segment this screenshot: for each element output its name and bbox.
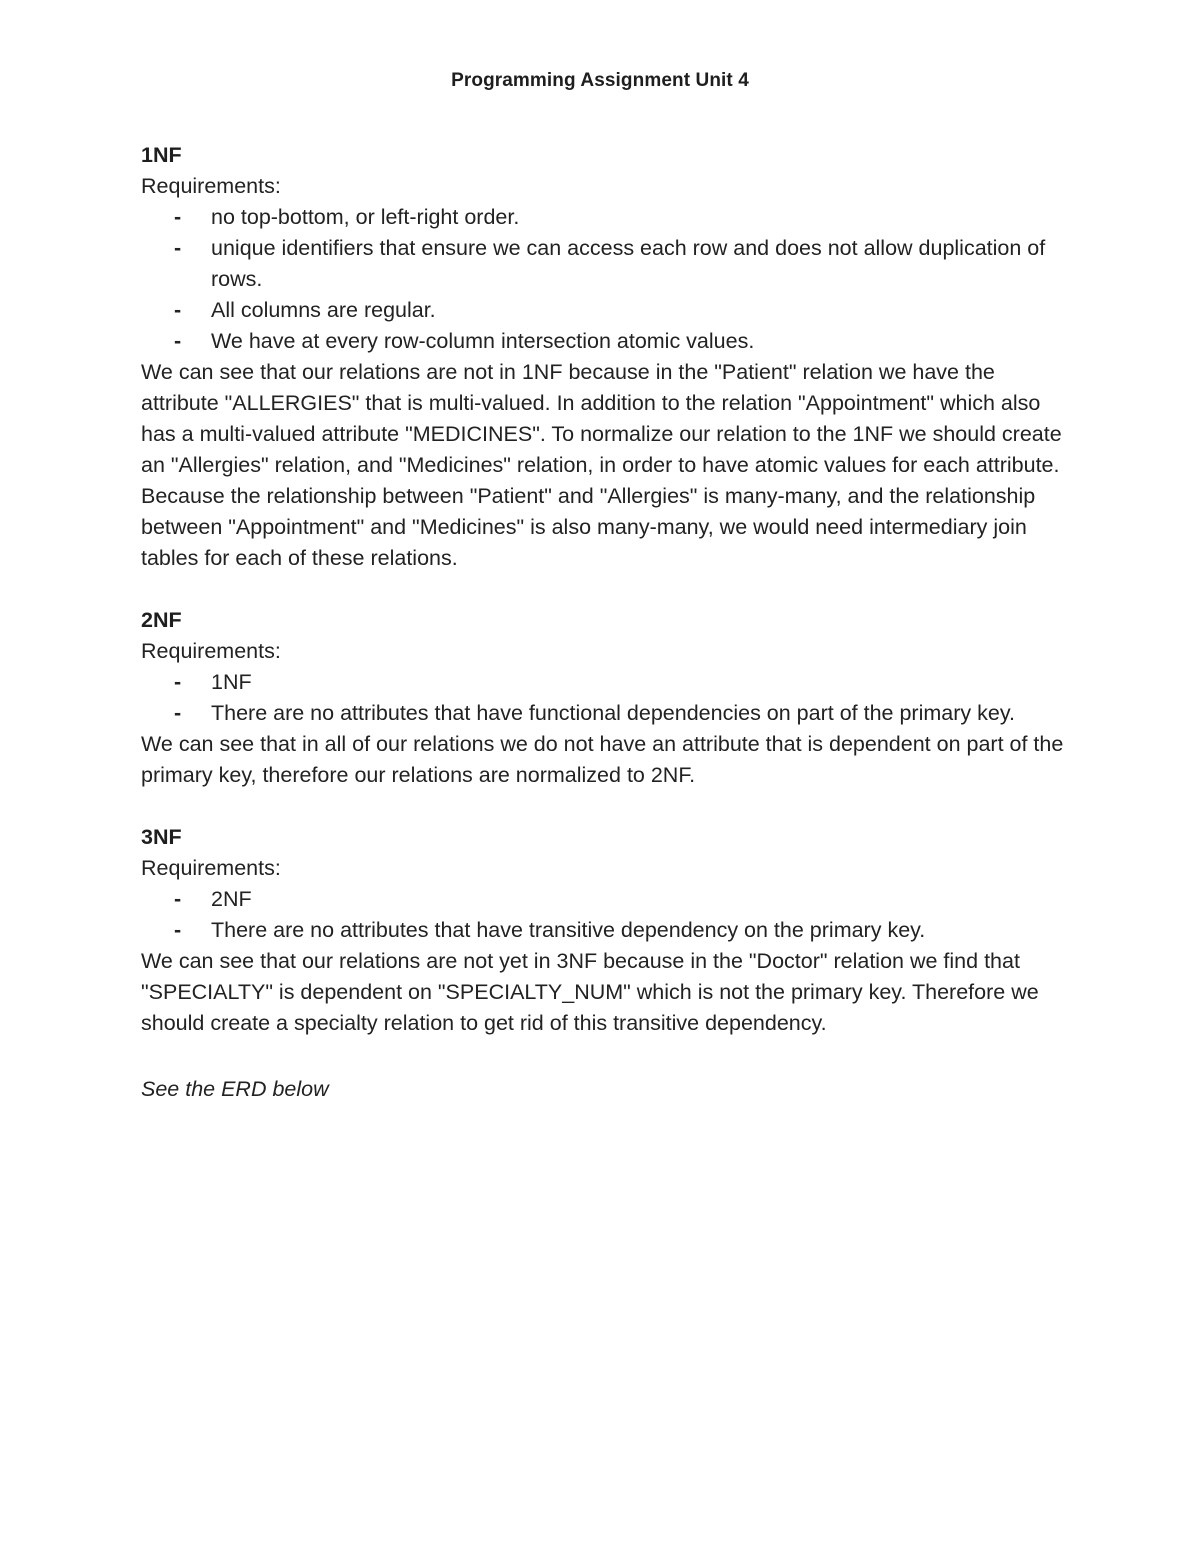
list-item: - 2NF: [141, 884, 1071, 915]
dash-bullet-icon: -: [174, 887, 182, 911]
requirements-list: [141, 884, 1071, 946]
dash-bullet-icon: -: [174, 329, 182, 353]
list-item: - unique identifiers that ensure we can access each row and does not allow duplication of rows.: [141, 233, 1071, 295]
requirements-label: Requirements:: [141, 639, 281, 663]
list-item: - no top-bottom, or left-right order.: [141, 202, 1071, 233]
closing-note: See the ERD below: [141, 1077, 329, 1101]
section-heading: 1NF: [141, 143, 182, 167]
paragraph: Because the relationship between "Patient" and "Allergies" is many-many, and the relationship between "Appointment" and "Medicines" is also many-many, we would need intermediary join tables for each of these relations.: [141, 484, 1036, 570]
section-heading: 2NF: [141, 608, 182, 632]
section-1nf: [141, 140, 1071, 574]
spacer: [141, 574, 1071, 605]
paragraph: We can see that our relations are not yet in 3NF because in the "Doctor" relation we find that "SPECIALTY" is dependent on "SPECIALTY_NUM" which is not the primary key. Therefore we should create a specialty relation to get rid of this transitive dependency.: [141, 949, 1039, 1035]
list-item: - All columns are regular.: [141, 295, 1071, 326]
requirements-list: [141, 202, 1071, 357]
section-2nf: [141, 605, 1071, 791]
list-item: - 1NF: [141, 667, 1071, 698]
dash-bullet-icon: -: [174, 236, 182, 260]
requirements-label: Requirements:: [141, 174, 281, 198]
section-heading: 3NF: [141, 825, 182, 849]
dash-bullet-icon: -: [174, 205, 182, 229]
list-item: - There are no attributes that have transitive dependency on the primary key.: [141, 915, 1071, 946]
list-item: - There are no attributes that have functional dependencies on part of the primary key.: [141, 698, 1071, 729]
document-title: Programming Assignment Unit 4: [451, 70, 749, 91]
dash-bullet-icon: -: [174, 298, 182, 322]
paragraph: We can see that in all of our relations we do not have an attribute that is dependent on part of the primary key, therefore our relations are normalized to 2NF.: [141, 732, 1064, 787]
requirements-label: Requirements:: [141, 856, 281, 880]
dash-bullet-icon: -: [174, 701, 182, 725]
list-item: - We have at every row-column intersection atomic values.: [141, 326, 1071, 357]
dash-bullet-icon: -: [174, 670, 182, 694]
requirements-list: [141, 667, 1071, 729]
spacer: [141, 1039, 1071, 1070]
section-3nf: [141, 822, 1071, 1039]
spacer: [141, 791, 1071, 822]
document-body: [141, 140, 1071, 1105]
paragraph: We can see that our relations are not in 1NF because in the "Patient" relation we have the attribute "ALLERGIES" that is multi-valued. In addition to the relation "Appointment" which also has a multi-valued attribute "MEDICINES". To normalize our relation to the 1NF we should create an "Allergies" relation, and "Medicines" relation, in order to have atomic values for each attribute.: [141, 360, 1062, 477]
dash-bullet-icon: -: [174, 918, 182, 942]
